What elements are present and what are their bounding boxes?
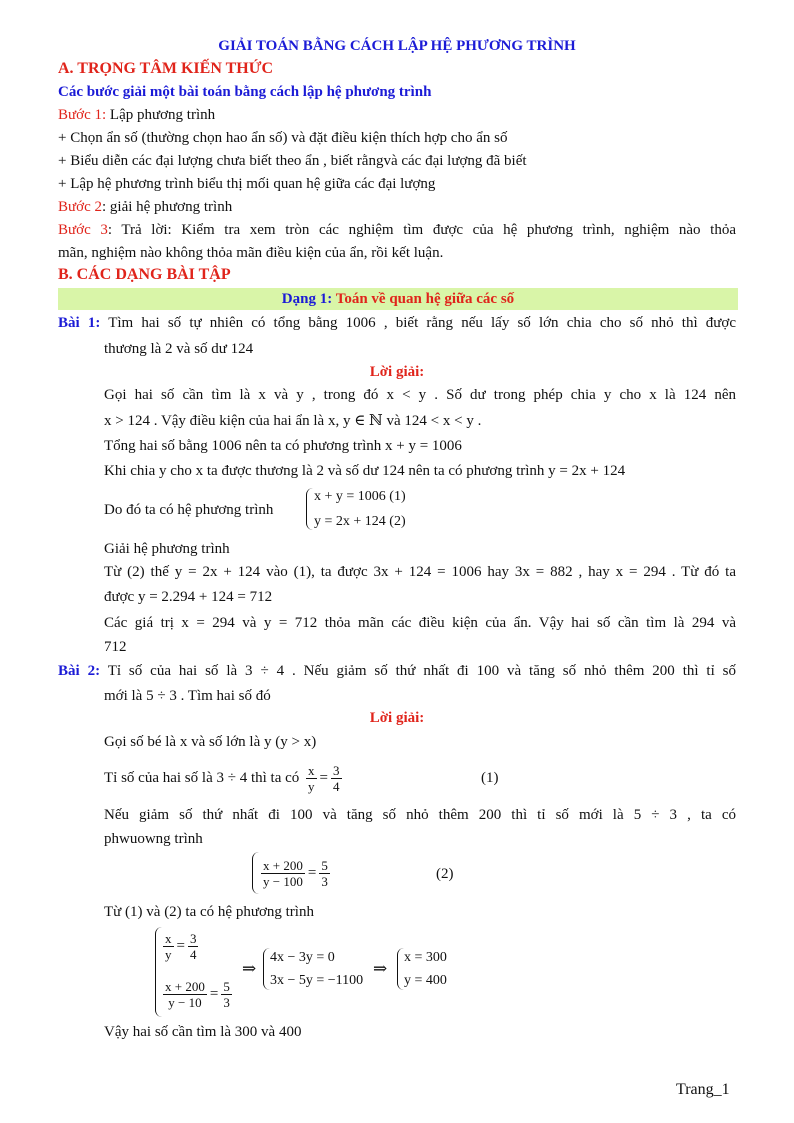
eq2-fraction-left: $\frac{x + 200}{y - 100}$ xyxy=(263,858,303,890)
step-2-label: Bước 2 xyxy=(58,199,102,215)
eq2-fraction-right: $\frac{5}{3}$ xyxy=(321,858,328,890)
solution-2-line-5: Từ (1) và (2) ta có hệ phương trình xyxy=(104,904,314,920)
equation-2: $\frac{x + 200}{y - 100}$ = $\frac{5}{3}$ xyxy=(263,858,328,890)
step-3-text: : Trả lời: Kiểm tra xem tròn các nghiệm tìm được của hệ phương trình, nghiệm nào thỏa xyxy=(107,222,737,238)
problem-2 xyxy=(58,662,736,680)
page-number: Trang_1 xyxy=(676,1081,730,1098)
sys-l2-right: $\frac{5}{3}$ xyxy=(223,979,230,1011)
bullet-1: + Chọn ẩn số (thường chọn hao ẩn số) và đặt điều kiện thích hợp cho ẩn số xyxy=(58,130,508,146)
system-1-eq-2: y = 2x + 124 (2) xyxy=(314,514,406,529)
form-title: Toán về quan hệ giữa các số xyxy=(332,291,515,307)
system-1-eq-1: x + y = 1006 (1) xyxy=(314,489,406,504)
system-2-left-eq-1: $\frac{x}{y}$ = $\frac{3}{4}$ xyxy=(165,931,197,963)
page-title: GIẢI TOÁN BẰNG CÁCH LẬP HỆ PHƯƠNG TRÌNH xyxy=(218,38,576,54)
ratio-fraction-left: $\frac{x}{y}$ xyxy=(308,763,315,795)
section-a-heading: A. TRỌNG TÂM KIẾN THỨC xyxy=(58,60,273,77)
problem-1-line-2: thương là 2 và số dư 124 xyxy=(104,341,254,357)
problem-2-text: Tỉ số của hai số là 3 ÷ 4 . Nếu giảm số thứ nhất đi 100 và tăng số nhỏ thêm 200 thì tỉ số xyxy=(100,663,736,679)
step-1-label: Bước 1: xyxy=(58,107,107,123)
problem-1 xyxy=(58,314,736,332)
solution-2-heading: Lời giải: xyxy=(369,710,425,726)
step-2 xyxy=(58,198,232,216)
problem-2-label: Bài 2: xyxy=(58,663,101,679)
arrow-1: ⇒ xyxy=(242,959,257,978)
form-label: Dạng 1: xyxy=(281,291,333,307)
equation-1-tag: (1) xyxy=(481,770,499,786)
solution-1-line-1: Gọi hai số cần tìm là x và y , trong đó x < y . Số dư trong phép chia y cho x là 124 nên xyxy=(104,387,736,403)
system-1-brace xyxy=(306,488,313,530)
bullet-3: + Lập hệ phương trình biểu thị mối quan hệ giữa các đại lượng xyxy=(58,176,436,192)
solution-1-line-5: Do đó ta có hệ phương trình xyxy=(104,502,274,518)
step-3-label: Bước 3 xyxy=(58,222,108,238)
solution-1-line-2: x > 124 . Vậy điều kiện của hai ẩn là x, y ∈ ℕ và 124 < x < y . xyxy=(104,413,482,429)
step-3 xyxy=(58,221,736,239)
bullet-2: + Biểu diễn các đại lượng chưa biết theo ẩn , biết rằngvà các đại lượng đã biết xyxy=(58,153,527,169)
steps-title: Các bước giải một bài toán bằng cách lập hệ phương trình xyxy=(58,84,432,100)
system-2-right-eq-1: x = 300 xyxy=(404,950,447,965)
system-2-right-brace xyxy=(397,948,404,990)
solution-1-line-4: Khi chia y cho x ta được thương là 2 và số dư 124 nên ta có phương trình y = 2x + 124 xyxy=(104,463,626,479)
step-3-line-2: mãn, nghiệm nào không thỏa mãn điều kiện của ẩn, rồi kết luận. xyxy=(58,245,444,261)
system-2-mid-brace xyxy=(263,948,270,990)
sys-l2-left: $\frac{x + 200}{y - 10}$ xyxy=(165,979,205,1011)
system-2-mid-eq-2: 3x − 5y = −1100 xyxy=(270,973,364,988)
arrow-2: ⇒ xyxy=(373,959,388,978)
system-2-left-eq-2: $\frac{x + 200}{y - 10}$ = $\frac{5}{3}$ xyxy=(165,979,230,1011)
system-2-right-eq-2: y = 400 xyxy=(404,973,447,988)
problem-2-line-2: mới là 5 ÷ 3 . Tìm hai số đó xyxy=(104,688,271,704)
step-2-text: : giải hệ phương trình xyxy=(101,199,233,215)
ratio-fraction-right: $\frac{3}{4}$ xyxy=(333,763,340,795)
equation-2-tag: (2) xyxy=(436,866,454,882)
step-1 xyxy=(58,106,215,124)
solution-1-line-8: được y = 2.294 + 124 = 712 xyxy=(104,589,273,605)
problem-1-label: Bài 1: xyxy=(58,315,101,331)
solution-1-line-3: Tổng hai số bằng 1006 nên ta có phương trình x + y = 1006 xyxy=(104,438,462,454)
solution-1-line-6: Giải hệ phương trình xyxy=(104,541,230,557)
solution-2-conclusion: Vậy hai số cần tìm là 300 và 400 xyxy=(104,1024,302,1040)
solution-1-line-9: Các giá trị x = 294 và y = 712 thỏa mãn các điều kiện của ẩn. Vậy hai số cần tìm là 294 và xyxy=(104,615,736,631)
solution-2-line-2: Tỉ số của hai số là 3 ÷ 4 thì ta có $\frac{x}{y}$ = $\frac{3}{4}$ xyxy=(104,763,340,795)
solution-2-line-3: Nếu giảm số thứ nhất đi 100 và tăng số nhỏ thêm 200 thì tỉ số mới là 5 ÷ 3 , ta có xyxy=(104,807,736,823)
sys-l1-right: $\frac{3}{4}$ xyxy=(189,931,197,963)
sys-l1-left: $\frac{x}{y}$ xyxy=(165,931,172,963)
system-2-mid-eq-1: 4x − 3y = 0 xyxy=(270,950,335,965)
solution-2-line-1: Gọi số bé là x và số lớn là y (y > x) xyxy=(104,734,317,750)
problem-1-text: Tìm hai số tự nhiên có tổng bằng 1006 , biết rằng nếu lấy số lớn chia cho số nhỏ thì được xyxy=(100,315,737,331)
section-b-heading: B. CÁC DẠNG BÀI TẬP xyxy=(58,266,231,283)
solution-1-heading: Lời giải: xyxy=(369,364,425,380)
solution-1-line-10: 712 xyxy=(104,639,127,655)
solution-2-line-4: phwuowng trình xyxy=(104,831,203,847)
form-heading xyxy=(58,290,738,308)
step-1-text: Lập phương trình xyxy=(106,107,216,123)
ratio-text: Tỉ số của hai số là 3 ÷ 4 thì ta có xyxy=(104,770,300,786)
solution-1-line-7: Từ (2) thế y = 2x + 124 vào (1), ta được 3x + 124 = 1006 hay 3x = 882 , hay x = 294 . Từ đó ta xyxy=(104,564,736,580)
